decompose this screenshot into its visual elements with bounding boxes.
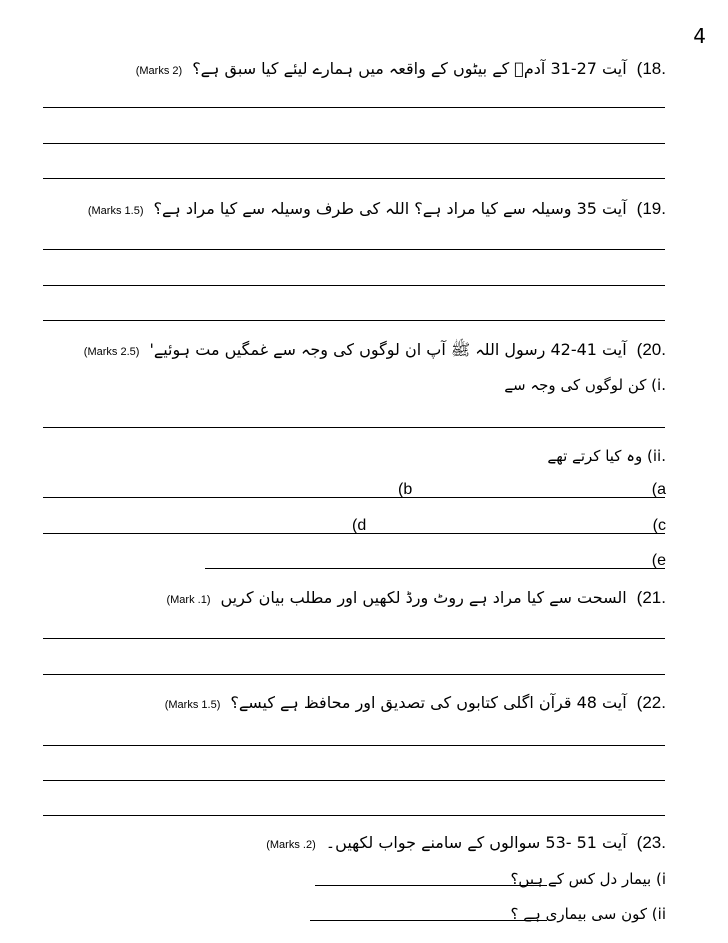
question-23: [266, 834, 666, 851]
question-marks: (1.5 Marks): [164, 699, 221, 711]
question-text: السحت سے کیا مراد ہے روٹ ورڈ لکھیں اور مطلب بیان کریں: [220, 588, 627, 607]
question-number: .22): [636, 693, 666, 712]
option-a: (a: [651, 481, 666, 498]
answer-line[interactable]: [205, 568, 665, 569]
question-text: آیت 48 قرآن اگلی کتابوں کی تصدیق اور محافظ ہے کیسے؟: [230, 693, 627, 712]
option-b: (b: [398, 481, 413, 498]
question-marks: (2.5 Marks): [83, 346, 140, 358]
question-22: [165, 694, 666, 711]
answer-line[interactable]: [43, 107, 665, 108]
answer-blank[interactable]: [315, 885, 547, 886]
answer-line[interactable]: [43, 780, 665, 781]
question-marks: (2 Marks): [135, 65, 183, 77]
answer-line[interactable]: [43, 815, 665, 816]
question-18: [136, 60, 666, 77]
option-d: (d: [352, 517, 367, 534]
answer-line[interactable]: [43, 638, 665, 639]
question-marks: (1.5 Marks): [87, 205, 144, 217]
answer-line[interactable]: [43, 320, 665, 321]
option-e: (e: [651, 552, 666, 569]
page-number: 4: [693, 24, 706, 48]
answer-blank[interactable]: [310, 920, 547, 921]
question-20: [84, 341, 666, 358]
question-number: .20): [636, 340, 666, 359]
question-text: آیت 41-42 رسول اللہ ﷺ آپ ان لوگوں کی وجہ سے غمگیں مت ہوئیے': [149, 340, 627, 359]
sub-question-i: i) بیمار دل کس کے ہیں؟: [510, 870, 666, 888]
question-text: آیت 51 -53 سوالوں کے سامنے جواب لکھیں۔: [325, 833, 627, 852]
answer-line[interactable]: [43, 143, 665, 144]
answer-line[interactable]: [43, 178, 665, 179]
answer-line[interactable]: [43, 674, 665, 675]
question-number: .21): [636, 588, 666, 607]
question-text: آیت 27-31 آدمؑ کے بیٹوں کے واقعہ میں ہمارے لیئے کیا سبق ہے؟: [192, 59, 627, 78]
answer-line[interactable]: [43, 533, 665, 534]
question-marks: (1. Mark): [166, 594, 211, 606]
option-c: (c: [652, 517, 666, 534]
question-marks: (2. Marks): [266, 839, 316, 851]
answer-line[interactable]: [43, 427, 665, 428]
answer-line[interactable]: [43, 285, 665, 286]
question-number: .23): [636, 833, 666, 852]
sub-question-i: .i) کن لوگوں کی وجہ سے: [504, 376, 666, 394]
question-21: [166, 589, 666, 606]
sub-question-ii: ii) کون سی بیماری ہے ؟: [510, 905, 666, 923]
answer-line[interactable]: [43, 249, 665, 250]
answer-line[interactable]: [43, 497, 665, 498]
answer-line[interactable]: [43, 745, 665, 746]
question-number: .19): [636, 199, 666, 218]
question-19: [88, 200, 666, 217]
question-number: .18): [636, 59, 666, 78]
sub-question-ii: .ii) وہ کیا کرتے تھے: [547, 447, 666, 465]
question-text: آیت 35 وسیلہ سے کیا مراد ہے؟ اللہ کی طرف وسیلہ سے کیا مراد ہے؟: [153, 199, 627, 218]
